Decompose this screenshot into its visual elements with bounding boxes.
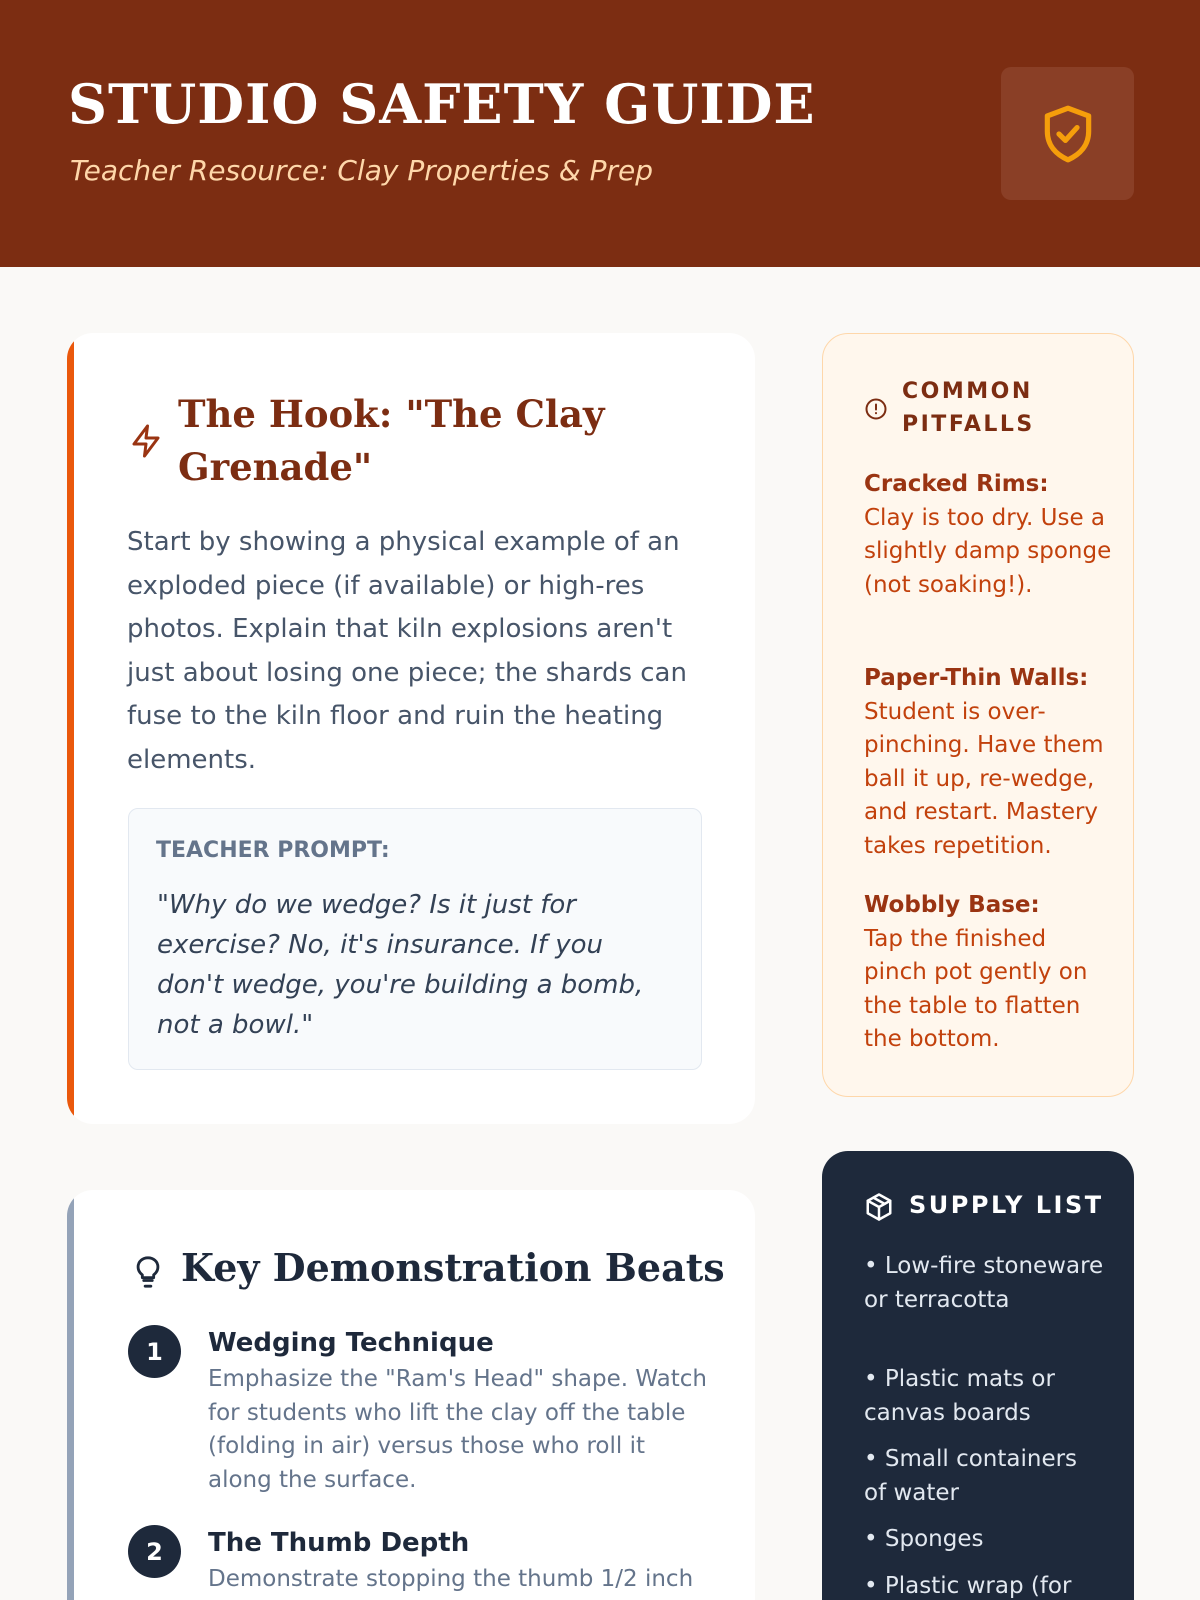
demo-title: Key Demonstration Beats	[181, 1245, 725, 1290]
supply-item: • Plastic wrap (for	[864, 1573, 1072, 1599]
alert-circle-icon	[864, 397, 888, 421]
pitfall-title: Wobbly Base:	[864, 892, 1040, 918]
step-number: 1	[128, 1325, 181, 1378]
hook-body: Start by showing a physical example of an exploded piece (if available) or high-res photos. Explain that kiln explosions aren't just about losing one piece; the shards can fuse to the kiln floor and ruin the heating elements.	[127, 527, 687, 775]
step-title: Wedging Technique	[208, 1328, 494, 1358]
pitfall-text: Tap the finished pinch pot gently on the table to flatten the bottom.	[864, 925, 1088, 1052]
pitfall-item	[864, 889, 1116, 1057]
step-number: 2	[128, 1525, 181, 1578]
header-badge	[1001, 67, 1134, 200]
step-description: Demonstrate stopping the thumb 1/2 inch	[208, 1566, 694, 1592]
supply-item: • Plastic mats or canvas boards	[864, 1366, 1055, 1426]
pitfall-title: Cracked Rims:	[864, 471, 1049, 497]
page-subtitle: Teacher Resource: Clay Properties & Prep	[70, 154, 654, 187]
hook-title: The Hook: "The Clay Grenade"	[178, 392, 605, 489]
page-title: STUDIO SAFETY GUIDE	[68, 72, 816, 136]
pitfalls-heading: COMMON PITFALLS	[902, 379, 1035, 437]
teacher-prompt-label: TEACHER PROMPT:	[156, 838, 390, 863]
pitfall-title: Paper-Thin Walls:	[864, 665, 1089, 691]
pitfall-item	[864, 662, 1116, 863]
lightbulb-icon	[131, 1253, 165, 1291]
supply-heading: SUPPLY LIST	[909, 1191, 1104, 1219]
pitfall-text: Student is over-pinching. Have them ball it up, re-wedge, and restart. Mastery takes repetition.	[864, 698, 1104, 859]
supply-item: • Low-fire stoneware or terracotta	[864, 1253, 1104, 1313]
package-icon	[864, 1192, 894, 1222]
step-title: The Thumb Depth	[208, 1528, 470, 1558]
teacher-prompt-text: "Why do we wedge? Is it just for exercise? No, it's insurance. If you don't wedge, you're building a bomb, not a bowl."	[157, 890, 644, 1040]
lightning-icon	[128, 423, 164, 459]
pitfall-item	[864, 468, 1116, 602]
supply-item: • Small containers of water	[864, 1446, 1078, 1506]
shield-check-icon	[1037, 97, 1099, 171]
supply-item: • Sponges	[864, 1526, 984, 1552]
pitfall-text: Clay is too dry. Use a slightly damp sponge (not soaking!).	[864, 504, 1112, 598]
step-description: Emphasize the "Ram's Head" shape. Watch for students who lift the clay off the table (folding in air) versus those who roll it along the surface.	[208, 1366, 708, 1493]
header	[0, 0, 1200, 267]
